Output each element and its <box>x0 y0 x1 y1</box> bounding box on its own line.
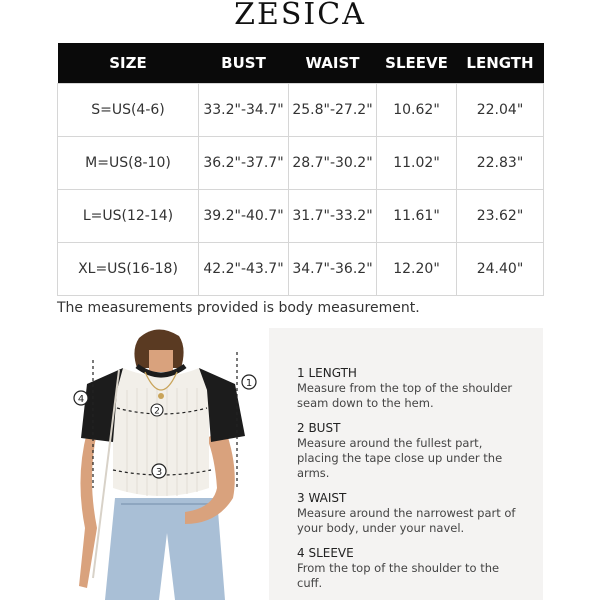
sleeve-description: From the top of the shoulder to the cuff. <box>297 561 500 590</box>
bust-title: 2 BUST <box>297 421 341 435</box>
measurement-instructions <box>297 366 527 601</box>
waist-title: 3 WAIST <box>297 491 347 505</box>
size-cell: S=US(4-6) <box>58 84 199 137</box>
table-row <box>58 137 544 190</box>
bust-cell: 33.2"-34.7" <box>199 84 289 137</box>
waist-cell: 28.7"-30.2" <box>289 137 377 190</box>
header-waist: WAIST <box>289 43 377 84</box>
bust-cell: 39.2"-40.7" <box>199 190 289 243</box>
marker-4-label: 4 <box>77 394 85 405</box>
length-cell: 22.83" <box>457 137 544 190</box>
table-row <box>58 84 544 137</box>
length-cell: 24.40" <box>457 243 544 296</box>
sleeve-cell: 10.62" <box>377 84 457 137</box>
waist-description: Measure around the narrowest part of your body, under your navel. <box>297 506 516 535</box>
brand-logo: ZESICA <box>234 0 366 32</box>
marker-2-label: 2 <box>154 406 160 417</box>
marker-1 <box>242 375 256 389</box>
length-cell: 22.04" <box>457 84 544 137</box>
marker-3-label: 3 <box>155 467 163 478</box>
measurement-guide-panel <box>57 328 543 600</box>
sleeve-cell: 11.61" <box>377 190 457 243</box>
measurement-note: The measurements provided is body measurement. <box>57 300 420 316</box>
waist-cell: 34.7"-36.2" <box>289 243 377 296</box>
bust-cell: 42.2"-43.7" <box>199 243 289 296</box>
bust-description: Measure around the fullest part, placing the tape close up under the arms. <box>297 436 503 480</box>
bust-cell: 36.2"-37.7" <box>199 137 289 190</box>
waist-cell: 31.7"-33.2" <box>289 190 377 243</box>
header-bust: BUST <box>199 43 289 84</box>
marker-3 <box>152 464 166 478</box>
header-size: SIZE <box>58 43 199 84</box>
table-row <box>58 243 544 296</box>
marker-4 <box>74 391 88 405</box>
length-description: Measure from the top of the shoulder seam down to the hem. <box>297 381 513 410</box>
marker-2 <box>151 404 163 417</box>
table-header-row <box>58 43 544 84</box>
sleeve-cell: 12.20" <box>377 243 457 296</box>
model-photo <box>57 328 269 600</box>
size-cell: M=US(8-10) <box>58 137 199 190</box>
waist-cell: 25.8"-27.2" <box>289 84 377 137</box>
length-cell: 23.62" <box>457 190 544 243</box>
sleeve-title: 4 SLEEVE <box>297 546 354 560</box>
model-illustration <box>57 328 269 600</box>
table-row <box>58 190 544 243</box>
size-chart-table <box>57 43 544 296</box>
marker-1-label: 1 <box>245 378 253 389</box>
length-title: 1 LENGTH <box>297 366 357 380</box>
size-cell: XL=US(16-18) <box>58 243 199 296</box>
header-length: LENGTH <box>457 43 544 84</box>
size-cell: L=US(12-14) <box>58 190 199 243</box>
header-sleeve: SLEEVE <box>377 43 457 84</box>
sleeve-cell: 11.02" <box>377 137 457 190</box>
